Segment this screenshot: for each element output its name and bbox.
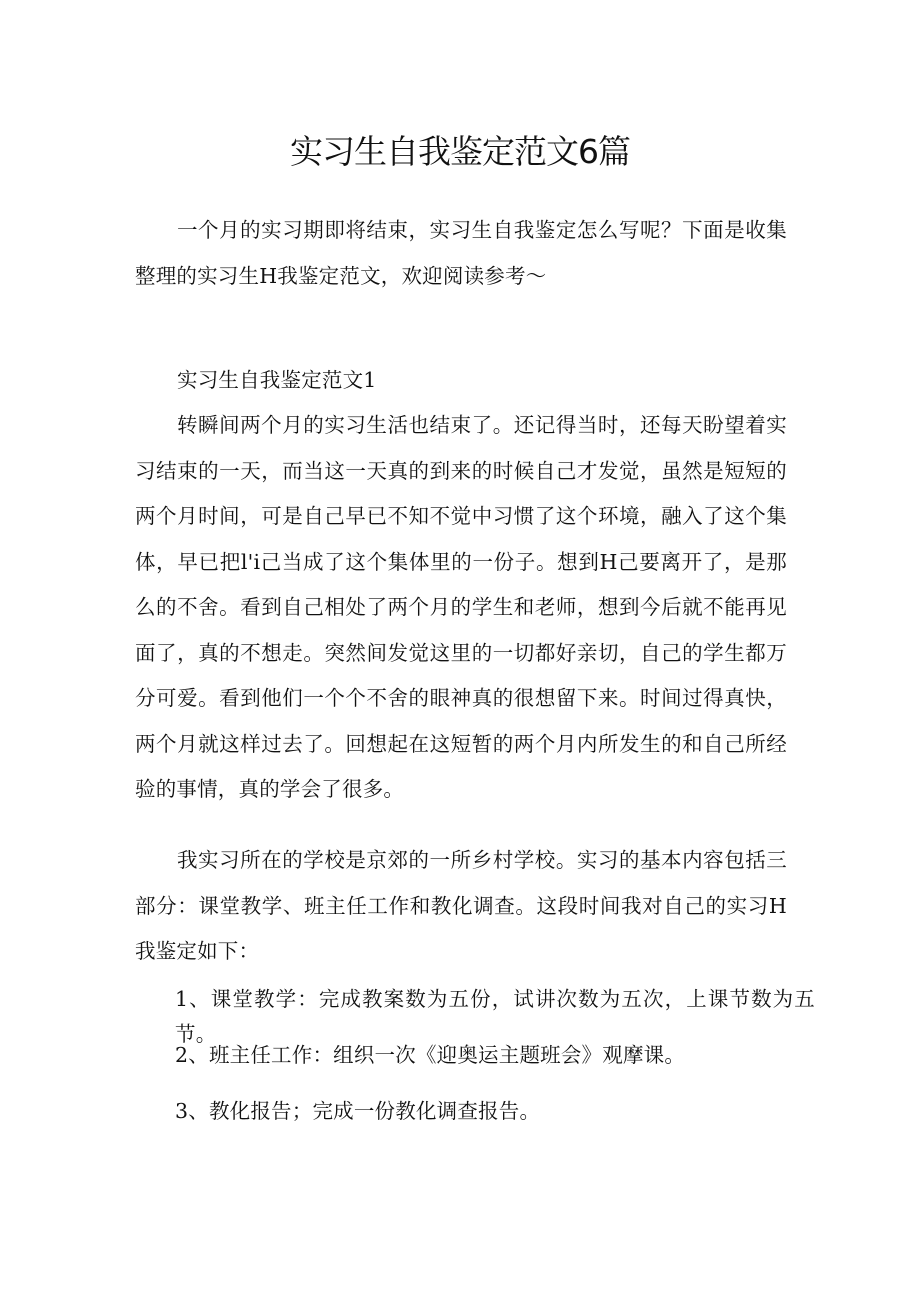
list-item: 2、班主任工作：组织一次《迎奥运主题班会》观摩课。: [175, 1043, 686, 1067]
intro-paragraph: [135, 208, 787, 299]
list-item: 3、教化报告；完成一份教化调查报告。: [175, 1099, 541, 1123]
document-title: 实习生自我鉴定范文6篇: [290, 132, 630, 171]
paragraph-1-text: 转瞬间两个月的实习生活也结束了。还记得当时，还每天盼望着实习结束的一天，而当这一天真的到来的时候自己才发觉，虽然是短短的两个月时间，可是自己早已不知不觉中习惯了这个环境，融入了这个集体，早已把l'i己当成了这个集体里的一份子。想到H己要离开了，是那么的不舍。看到自己相处了两个月的学生和老师，想到今后就不能再见面了，真的不想走。突然间发觉这里的一切都好亲切，自己的学生都万分可爱。看到他们一个个不舍的眼神真的很想留下来。时间过得真快，两个月就这样过去了。回想起在这短暂的两个月内所发生的和自己所经验的事情，真的学会了很多。: [135, 413, 787, 801]
section-heading: 实习生自我鉴定范文1: [177, 368, 377, 392]
paragraph-2-text: 我实习所在的学校是京郊的一所乡村学校。实习的基本内容包括三部分：课堂教学、班主任工作和教化调查。这段时间我对自己的实习H我鉴定如下：: [135, 848, 787, 963]
paragraph-1: [135, 403, 787, 813]
section-heading-block: [135, 358, 787, 404]
intro-text: 一个月的实习期即将结束，实习生自我鉴定怎么写呢？下面是收集整理的实习生H我鉴定范文，欢迎阅读参考～: [135, 218, 787, 288]
list-item: 1、课堂教学：完成教案数为五份，试讲次数为五次，上课节数为五节。: [175, 987, 815, 1046]
paragraph-2: [135, 838, 787, 975]
